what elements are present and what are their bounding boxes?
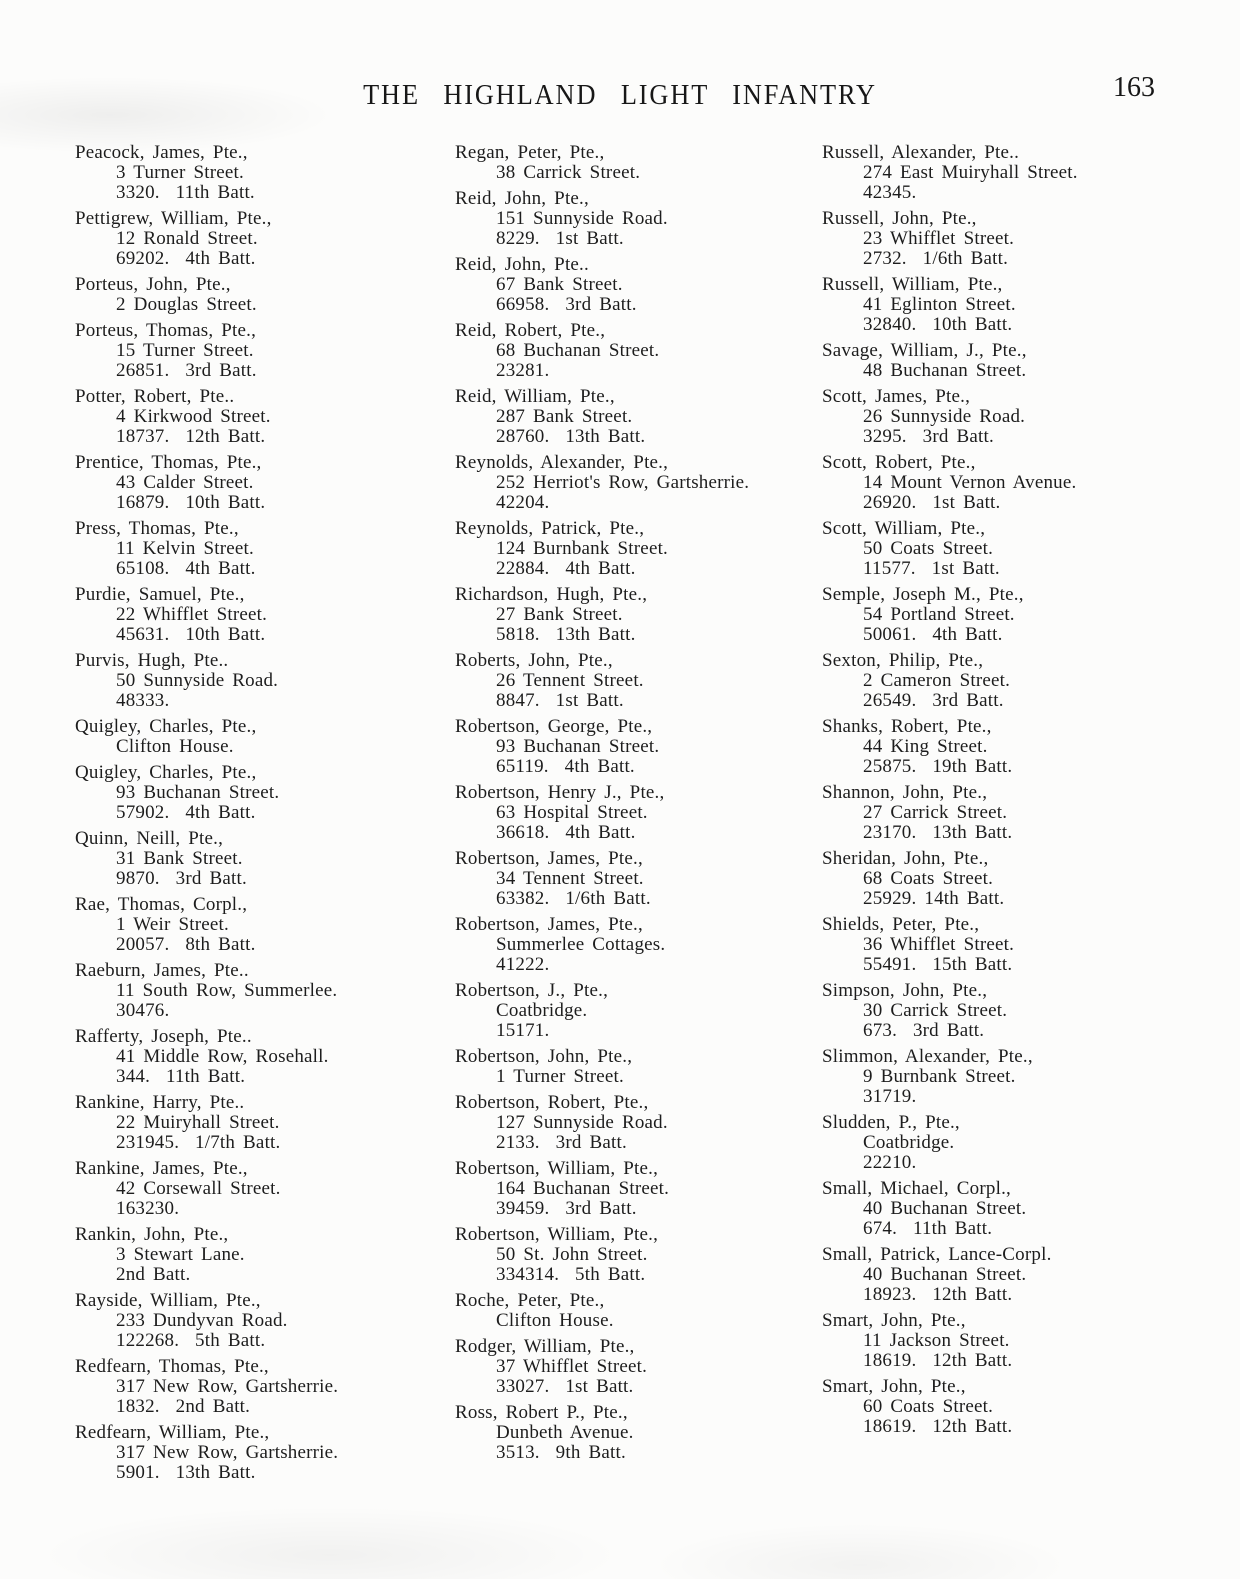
roster-entry: [822, 341, 1190, 381]
entry-name: Robertson, Robert, Pte.,: [455, 1092, 649, 1113]
entry-name: Porteus, John, Pte.,: [75, 274, 231, 295]
entry-detail: 43 Calder Street.: [116, 472, 254, 493]
roster-entry: [822, 1377, 1190, 1437]
entry-detail: 42345.: [863, 182, 917, 203]
entry-name: Sexton, Philip, Pte.,: [822, 650, 984, 671]
entry-detail: 93 Buchanan Street.: [496, 736, 660, 757]
entry-detail: 674. 11th Batt.: [863, 1218, 993, 1239]
entry-detail: 151 Sunnyside Road.: [496, 208, 668, 229]
entry-detail: Dunbeth Avenue.: [496, 1422, 634, 1443]
roster-entry: [75, 209, 455, 269]
entry-detail: 4 Kirkwood Street.: [116, 406, 271, 427]
entry-name: Redfearn, William, Pte.,: [75, 1422, 270, 1443]
roster-entry: [455, 1047, 822, 1087]
entry-detail: Coatbridge.: [496, 1000, 588, 1021]
entry-name: Potter, Robert, Pte..: [75, 386, 235, 407]
roster-entry: [75, 1291, 455, 1351]
roster-column-3: [822, 143, 1190, 1489]
entry-name: Russell, William, Pte.,: [822, 274, 1003, 295]
entry-detail: 26851. 3rd Batt.: [116, 360, 257, 381]
entry-detail: 50061. 4th Batt.: [863, 624, 1003, 645]
roster-entry: [455, 849, 822, 909]
entry-detail: 14 Mount Vernon Avenue.: [863, 472, 1077, 493]
roster-entry: [75, 387, 455, 447]
page-number: 163: [1113, 72, 1155, 103]
entry-detail: 63382. 1/6th Batt.: [496, 888, 651, 909]
page-header: [0, 72, 1240, 120]
entry-detail: 57902. 4th Batt.: [116, 802, 256, 823]
roster-entry: [75, 321, 455, 381]
roster-entry: [75, 651, 455, 711]
roster-entry: [455, 717, 822, 777]
entry-detail: 26549. 3rd Batt.: [863, 690, 1004, 711]
entry-detail: 60 Coats Street.: [863, 1396, 994, 1417]
entry-detail: 3 Stewart Lane.: [116, 1244, 245, 1265]
entry-name: Small, Patrick, Lance-Corpl.: [822, 1244, 1052, 1265]
entry-detail: 27 Carrick Street.: [863, 802, 1008, 823]
entry-detail: 2 Douglas Street.: [116, 294, 257, 315]
entry-detail: 22 Whifflet Street.: [116, 604, 268, 625]
roster-entry: [75, 961, 455, 1021]
roster-entry: [455, 143, 822, 183]
entry-detail: 252 Herriot's Row, Gartsherrie.: [496, 472, 750, 493]
roster-entry: [822, 519, 1190, 579]
entry-detail: 11 Kelvin Street.: [116, 538, 254, 559]
entry-name: Scott, James, Pte.,: [822, 386, 971, 407]
page-title: THE HIGHLAND LIGHT INFANTRY: [363, 80, 877, 111]
roster-entry: [75, 453, 455, 513]
entry-detail: 163230.: [116, 1198, 180, 1219]
roster-entry: [75, 829, 455, 889]
roster-entry: [822, 915, 1190, 975]
roster-entry: [455, 189, 822, 249]
roster-entry: [822, 1311, 1190, 1371]
entry-detail: 2732. 1/6th Batt.: [863, 248, 1009, 269]
entry-name: Purvis, Hugh, Pte..: [75, 650, 229, 671]
entry-name: Robertson, William, Pte.,: [455, 1224, 659, 1245]
entry-name: Shannon, John, Pte.,: [822, 782, 988, 803]
roster-entry: [75, 275, 455, 315]
entry-detail: 233 Dundyvan Road.: [116, 1310, 288, 1331]
entry-detail: 65119. 4th Batt.: [496, 756, 635, 777]
entry-detail: 63 Hospital Street.: [496, 802, 648, 823]
entry-detail: 1 Weir Street.: [116, 914, 229, 935]
entry-detail: 26 Sunnyside Road.: [863, 406, 1026, 427]
entry-detail: 124 Burnbank Street.: [496, 538, 669, 559]
entry-detail: 68 Coats Street.: [863, 868, 994, 889]
roster-entry: [822, 981, 1190, 1041]
entry-detail: 23281.: [496, 360, 550, 381]
entry-name: Redfearn, Thomas, Pte.,: [75, 1356, 269, 1377]
entry-name: Semple, Joseph M., Pte.,: [822, 584, 1024, 605]
entry-detail: 55491. 15th Batt.: [863, 954, 1013, 975]
entry-name: Shanks, Robert, Pte.,: [822, 716, 992, 737]
entry-detail: 287 Bank Street.: [496, 406, 633, 427]
roster-entry: [75, 1093, 455, 1153]
entry-detail: 93 Buchanan Street.: [116, 782, 280, 803]
entry-detail: 3320. 11th Batt.: [116, 182, 255, 203]
entry-detail: 37 Whifflet Street.: [496, 1356, 648, 1377]
roster-entry: [75, 895, 455, 955]
entry-detail: 1 Turner Street.: [496, 1066, 624, 1087]
entry-name: Rafferty, Joseph, Pte..: [75, 1026, 252, 1047]
entry-detail: 1832. 2nd Batt.: [116, 1396, 251, 1417]
entry-detail: 23 Whifflet Street.: [863, 228, 1015, 249]
roster-entry: [455, 1291, 822, 1331]
roster-entry: [822, 717, 1190, 777]
entry-detail: 3295. 3rd Batt.: [863, 426, 994, 447]
entry-detail: Clifton House.: [116, 736, 234, 757]
entry-name: Rankine, James, Pte.,: [75, 1158, 248, 1179]
entry-detail: 22210.: [863, 1152, 917, 1173]
roster-entry: [822, 1113, 1190, 1173]
entry-detail: Coatbridge.: [863, 1132, 955, 1153]
entry-detail: 15171.: [496, 1020, 550, 1041]
entry-detail: 2133. 3rd Batt.: [496, 1132, 627, 1153]
entry-detail: 317 New Row, Gartsherrie.: [116, 1442, 339, 1463]
roster-columns: [75, 143, 1190, 1489]
roster-entry: [75, 1423, 455, 1483]
entry-name: Richardson, Hugh, Pte.,: [455, 584, 648, 605]
entry-detail: 22884. 4th Batt.: [496, 558, 636, 579]
entry-detail: 50 Coats Street.: [863, 538, 994, 559]
entry-name: Quigley, Charles, Pte.,: [75, 762, 257, 783]
entry-name: Rae, Thomas, Corpl.,: [75, 894, 248, 915]
entry-detail: 54 Portland Street.: [863, 604, 1015, 625]
roster-entry: [75, 585, 455, 645]
entry-detail: 41 Eglinton Street.: [863, 294, 1016, 315]
entry-detail: 42204.: [496, 492, 550, 513]
entry-detail: 127 Sunnyside Road.: [496, 1112, 668, 1133]
entry-detail: 18619. 12th Batt.: [863, 1416, 1013, 1437]
entry-detail: 25929. 14th Batt.: [863, 888, 1005, 909]
roster-entry: [75, 763, 455, 823]
entry-detail: 36618. 4th Batt.: [496, 822, 636, 843]
roster-entry: [455, 1159, 822, 1219]
entry-detail: 32840. 10th Batt.: [863, 314, 1013, 335]
entry-detail: 12 Ronald Street.: [116, 228, 258, 249]
entry-name: Scott, William, Pte.,: [822, 518, 986, 539]
entry-name: Robertson, James, Pte.,: [455, 914, 643, 935]
entry-detail: 334314. 5th Batt.: [496, 1264, 646, 1285]
roster-entry: [455, 1225, 822, 1285]
roster-entry: [822, 1179, 1190, 1239]
entry-detail: 31 Bank Street.: [116, 848, 243, 869]
entry-detail: 11 Jackson Street.: [863, 1330, 1010, 1351]
entry-name: Reynolds, Patrick, Pte.,: [455, 518, 645, 539]
roster-entry: [822, 1047, 1190, 1107]
entry-name: Robertson, J., Pte.,: [455, 980, 609, 1001]
entry-detail: 39459. 3rd Batt.: [496, 1198, 637, 1219]
roster-entry: [455, 387, 822, 447]
entry-name: Robertson, Henry J., Pte.,: [455, 782, 665, 803]
entry-name: Russell, John, Pte.,: [822, 208, 977, 229]
roster-entry: [455, 1337, 822, 1397]
entry-name: Russell, Alexander, Pte..: [822, 142, 1020, 163]
entry-detail: 45631. 10th Batt.: [116, 624, 266, 645]
entry-detail: 33027. 1st Batt.: [496, 1376, 634, 1397]
entry-detail: 40 Buchanan Street.: [863, 1264, 1027, 1285]
entry-name: Rayside, William, Pte.,: [75, 1290, 261, 1311]
roster-entry: [455, 519, 822, 579]
entry-detail: 18737. 12th Batt.: [116, 426, 266, 447]
entry-name: Quigley, Charles, Pte.,: [75, 716, 257, 737]
entry-detail: 673. 3rd Batt.: [863, 1020, 985, 1041]
entry-detail: Summerlee Cottages.: [496, 934, 666, 955]
roster-entry: [822, 651, 1190, 711]
roster-entry: [75, 519, 455, 579]
entry-name: Reid, John, Pte.,: [455, 188, 589, 209]
entry-detail: 48 Buchanan Street.: [863, 360, 1027, 381]
entry-detail: 28760. 13th Batt.: [496, 426, 646, 447]
entry-name: Reynolds, Alexander, Pte.,: [455, 452, 669, 473]
roster-entry: [455, 783, 822, 843]
entry-name: Rodger, William, Pte.,: [455, 1336, 635, 1357]
entry-detail: 26920. 1st Batt.: [863, 492, 1001, 513]
entry-name: Smart, John, Pte.,: [822, 1376, 966, 1397]
roster-entry: [822, 209, 1190, 269]
entry-detail: 30 Carrick Street.: [863, 1000, 1008, 1021]
entry-name: Slimmon, Alexander, Pte.,: [822, 1046, 1033, 1067]
entry-name: Raeburn, James, Pte..: [75, 960, 249, 981]
entry-name: Robertson, John, Pte.,: [455, 1046, 633, 1067]
entry-name: Prentice, Thomas, Pte.,: [75, 452, 262, 473]
entry-name: Regan, Peter, Pte.,: [455, 142, 605, 163]
entry-name: Reid, Robert, Pte.,: [455, 320, 606, 341]
entry-name: Rankine, Harry, Pte..: [75, 1092, 245, 1113]
entry-detail: 50 St. John Street.: [496, 1244, 648, 1265]
entry-detail: 8229. 1st Batt.: [496, 228, 624, 249]
entry-detail: 50 Sunnyside Road.: [116, 670, 279, 691]
entry-detail: 3513. 9th Batt.: [496, 1442, 626, 1463]
entry-name: Robertson, William, Pte.,: [455, 1158, 659, 1179]
entry-detail: 69202. 4th Batt.: [116, 248, 256, 269]
roster-entry: [75, 717, 455, 757]
entry-name: Purdie, Samuel, Pte.,: [75, 584, 245, 605]
entry-detail: 67 Bank Street.: [496, 274, 623, 295]
roster-entry: [455, 321, 822, 381]
entry-detail: 317 New Row, Gartsherrie.: [116, 1376, 339, 1397]
entry-detail: 41 Middle Row, Rosehall.: [116, 1046, 329, 1067]
entry-detail: 66958. 3rd Batt.: [496, 294, 637, 315]
entry-detail: 3 Turner Street.: [116, 162, 244, 183]
entry-detail: 9 Burnbank Street.: [863, 1066, 1016, 1087]
entry-name: Quinn, Neill, Pte.,: [75, 828, 224, 849]
entry-name: Smart, John, Pte.,: [822, 1310, 966, 1331]
entry-detail: 36 Whifflet Street.: [863, 934, 1015, 955]
roster-entry: [822, 1245, 1190, 1305]
roster-entry: [822, 783, 1190, 843]
entry-detail: 164 Buchanan Street.: [496, 1178, 670, 1199]
entry-name: Robertson, James, Pte.,: [455, 848, 643, 869]
entry-name: Reid, John, Pte..: [455, 254, 589, 275]
roster-entry: [455, 981, 822, 1041]
entry-detail: 48333.: [116, 690, 170, 711]
entry-detail: 11577. 1st Batt.: [863, 558, 1000, 579]
entry-name: Small, Michael, Corpl.,: [822, 1178, 1011, 1199]
entry-detail: 26 Tennent Street.: [496, 670, 644, 691]
entry-name: Sheridan, John, Pte.,: [822, 848, 989, 869]
entry-detail: 31719.: [863, 1086, 917, 1107]
entry-detail: 40 Buchanan Street.: [863, 1198, 1027, 1219]
roster-entry: [822, 387, 1190, 447]
entry-detail: 38 Carrick Street.: [496, 162, 641, 183]
entry-detail: 274 East Muiryhall Street.: [863, 162, 1078, 183]
entry-name: Sludden, P., Pte.,: [822, 1112, 960, 1133]
entry-detail: 68 Buchanan Street.: [496, 340, 660, 361]
entry-detail: 34 Tennent Street.: [496, 868, 644, 889]
entry-detail: 11 South Row, Summerlee.: [116, 980, 338, 1001]
entry-detail: 122268. 5th Batt.: [116, 1330, 266, 1351]
roster-entry: [75, 143, 455, 203]
entry-detail: 65108. 4th Batt.: [116, 558, 256, 579]
roster-entry: [822, 275, 1190, 335]
entry-detail: 9870. 3rd Batt.: [116, 868, 247, 889]
entry-detail: 23170. 13th Batt.: [863, 822, 1013, 843]
roster-entry: [75, 1159, 455, 1219]
entry-name: Peacock, James, Pte.,: [75, 142, 248, 163]
entry-detail: 42 Corsewall Street.: [116, 1178, 281, 1199]
roster-entry: [822, 453, 1190, 513]
entry-name: Roche, Peter, Pte.,: [455, 1290, 605, 1311]
entry-name: Rankin, John, Pte.,: [75, 1224, 229, 1245]
entry-detail: 5818. 13th Batt.: [496, 624, 636, 645]
entry-detail: 44 King Street.: [863, 736, 988, 757]
roster-entry: [822, 143, 1190, 203]
roster-column-1: [75, 143, 455, 1489]
roster-entry: [75, 1225, 455, 1285]
entry-detail: 2nd Batt.: [116, 1264, 191, 1285]
roster-entry: [75, 1027, 455, 1087]
roster-entry: [455, 255, 822, 315]
entry-name: Robertson, George, Pte.,: [455, 716, 653, 737]
entry-name: Reid, William, Pte.,: [455, 386, 615, 407]
entry-detail: 344. 11th Batt.: [116, 1066, 246, 1087]
entry-detail: 27 Bank Street.: [496, 604, 623, 625]
entry-detail: 30476.: [116, 1000, 170, 1021]
roster-column-2: [455, 143, 822, 1489]
entry-detail: 20057. 8th Batt.: [116, 934, 256, 955]
entry-name: Porteus, Thomas, Pte.,: [75, 320, 257, 341]
roster-entry: [455, 1093, 822, 1153]
entry-name: Savage, William, J., Pte.,: [822, 340, 1027, 361]
entry-name: Simpson, John, Pte.,: [822, 980, 988, 1001]
entry-detail: Clifton House.: [496, 1310, 614, 1331]
entry-name: Shields, Peter, Pte.,: [822, 914, 980, 935]
entry-detail: 25875. 19th Batt.: [863, 756, 1013, 777]
entry-detail: 5901. 13th Batt.: [116, 1462, 256, 1483]
entry-detail: 8847. 1st Batt.: [496, 690, 624, 711]
entry-detail: 15 Turner Street.: [116, 340, 254, 361]
roster-entry: [455, 453, 822, 513]
entry-name: Scott, Robert, Pte.,: [822, 452, 976, 473]
entry-detail: 231945. 1/7th Batt.: [116, 1132, 281, 1153]
roster-entry: [822, 849, 1190, 909]
entry-name: Pettigrew, William, Pte.,: [75, 208, 272, 229]
entry-name: Press, Thomas, Pte.,: [75, 518, 239, 539]
entry-detail: 18619. 12th Batt.: [863, 1350, 1013, 1371]
roster-entry: [455, 915, 822, 975]
entry-detail: 2 Cameron Street.: [863, 670, 1011, 691]
roster-entry: [455, 1403, 822, 1463]
roster-entry: [455, 651, 822, 711]
entry-detail: 22 Muiryhall Street.: [116, 1112, 280, 1133]
entry-detail: 16879. 10th Batt.: [116, 492, 266, 513]
entry-detail: 41222.: [496, 954, 550, 975]
entry-detail: 18923. 12th Batt.: [863, 1284, 1013, 1305]
roster-entry: [75, 1357, 455, 1417]
roster-entry: [455, 585, 822, 645]
entry-name: Ross, Robert P., Pte.,: [455, 1402, 628, 1423]
roster-entry: [822, 585, 1190, 645]
entry-name: Roberts, John, Pte.,: [455, 650, 613, 671]
